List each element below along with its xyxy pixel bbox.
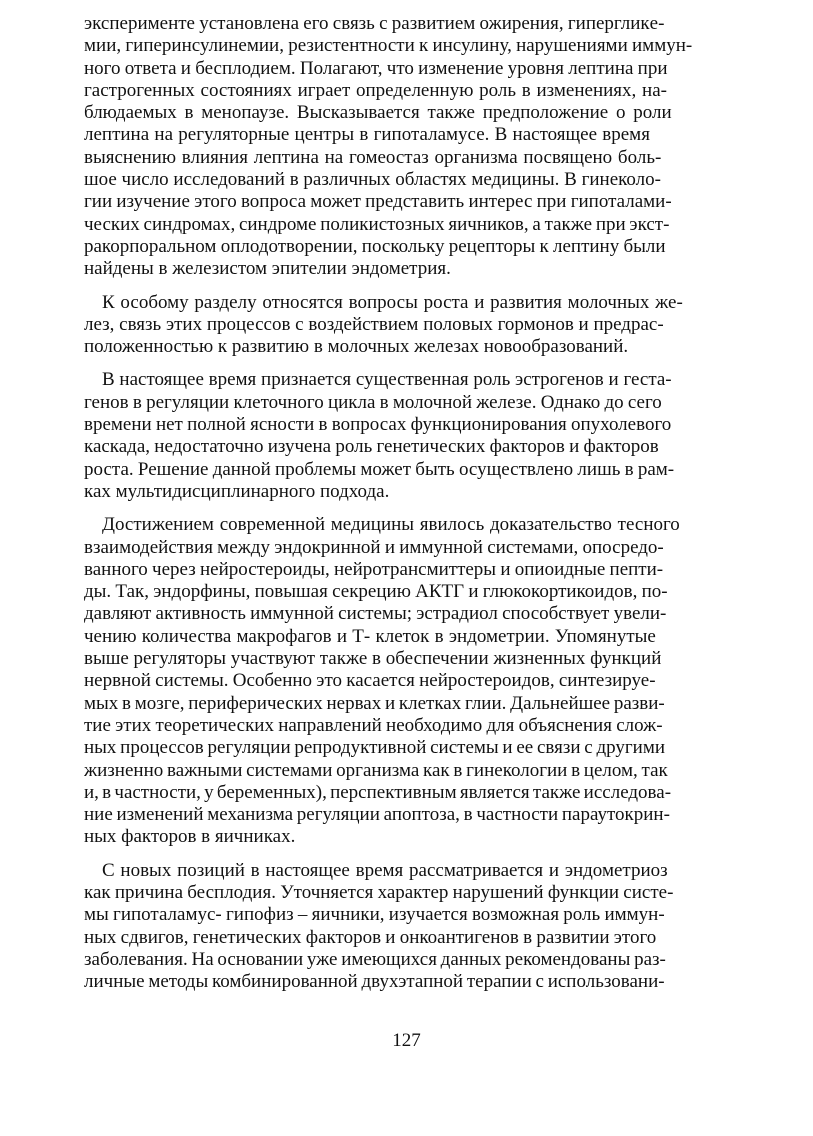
text-line: выяснению влияния лептина на гомеостаз организма посвящено боль- xyxy=(84,146,662,168)
text-line: генов в регуляции клеточного цикла в молочной железе. Однако до сего xyxy=(84,391,662,413)
text-line: гии изучение этого вопроса может представить интерес при гипоталами- xyxy=(84,191,672,213)
text-line: Достижением современной медицины явилось доказательство тесного xyxy=(102,514,680,536)
paragraph xyxy=(84,13,738,281)
text-line: ных сдвигов, генетических факторов и онкоантигенов в развитии этого xyxy=(84,926,657,948)
text-line: найдены в железистом эпителии эндометрия. xyxy=(84,258,451,280)
text-line: ракорпоральном оплодотворении, поскольку рецепторы к лептину были xyxy=(84,235,666,257)
text-line: как причина бесплодия. Уточняется характер нарушений функции систе- xyxy=(84,881,674,903)
text-line: выше регуляторы участвуют также в обеспечении жизненных функций xyxy=(84,648,662,670)
text-line: положенностью к развитию в молочных железах новообразований. xyxy=(84,336,629,358)
text-line: блюдаемых в менопаузе. Высказывается также предположение о роли xyxy=(84,102,672,124)
text-line: мых в мозге, периферических нервах и клетках глии. Дальнейшее разви- xyxy=(84,692,665,714)
text-line: ных процессов регуляции репродуктивной системы и ее связи с другими xyxy=(84,737,666,759)
text-line: ванного через нейростероиды, нейротрансмиттеры и опиоидные пепти- xyxy=(84,558,664,580)
text-line: тие этих теоретических направлений необходимо для объяснения слож- xyxy=(84,714,663,736)
text-line: ного ответа и бесплодием. Полагают, что изменение уровня лептина при xyxy=(84,57,668,79)
text-line: В настоящее время признается существенная роль эстрогенов и геста- xyxy=(102,369,672,391)
text-line: нервной системы. Особенно это касается нейростероидов, синтезируе- xyxy=(84,670,656,692)
text-line: К особому разделу относятся вопросы роста и развития молочных же- xyxy=(102,291,683,313)
text-line: давляют активность иммунной системы; эстрадиол способствует увели- xyxy=(84,603,667,625)
text-line: заболевания. На основании уже имеющихся данных рекомендованы раз- xyxy=(84,948,666,970)
text-line: взаимодействия между эндокринной и иммунной системами, опосредо- xyxy=(84,536,664,558)
text-line: ных факторов в яичниках. xyxy=(84,826,296,848)
text-line: гастрогенных состояниях играет определенную роль в изменениях, на- xyxy=(84,79,667,101)
paragraph xyxy=(84,369,738,503)
text-line: мы гипоталамус- гипофиз – яичники, изучается возможная роль иммун- xyxy=(84,904,665,926)
body-text xyxy=(84,13,738,993)
text-line: ческих синдромах, синдроме поликистозных яичников, а также при экст- xyxy=(84,213,670,235)
text-line: лез, связь этих процессов с воздействием половых гормонов и предрас- xyxy=(84,313,664,335)
text-line: ды. Так, эндорфины, повышая секрецию АКТГ и глюкокортикоидов, по- xyxy=(84,581,668,603)
paragraph xyxy=(84,292,738,359)
text-line: жизненно важными системами организма как в гинекологии в целом, так xyxy=(84,759,668,781)
text-line: ние изменений механизма регуляции апоптоза, в частности параутокрин- xyxy=(84,804,670,826)
text-line: личные методы комбинированной двухэтапной терапии с использовани- xyxy=(84,971,665,993)
text-line: роста. Решение данной проблемы может быть осуществлено лишь в рам- xyxy=(84,458,675,480)
text-line: чению количества макрофагов и Т- клеток в эндометрии. Упомянутые xyxy=(84,625,656,647)
text-line: каскада, недостаточно изучена роль генетических факторов и факторов xyxy=(84,436,659,458)
text-line: лептина на регуляторные центры в гипоталамусе. В настоящее время xyxy=(84,124,650,146)
page-number: 127 xyxy=(392,1030,421,1051)
paragraph xyxy=(84,860,738,994)
text-line: и, в частности, у беременных), перспективным является также исследова- xyxy=(84,781,672,803)
text-line: шое число исследований в различных областях медицины. В гинеколо- xyxy=(84,169,661,191)
text-line: ках мультидисциплинарного подхода. xyxy=(84,480,390,502)
text-line: эксперименте установлена его связь с развитием ожирения, гипергликe- xyxy=(84,13,665,34)
paragraph xyxy=(84,514,738,848)
text-line: С новых позиций в настоящее время рассматривается и эндометриоз xyxy=(102,859,668,881)
text-line: времени нет полной ясности в вопросах функционирования опухолевого xyxy=(84,414,672,436)
text-line: мии, гиперинсулинемии, резистентности к инсулину, нарушениями иммун- xyxy=(84,35,693,57)
